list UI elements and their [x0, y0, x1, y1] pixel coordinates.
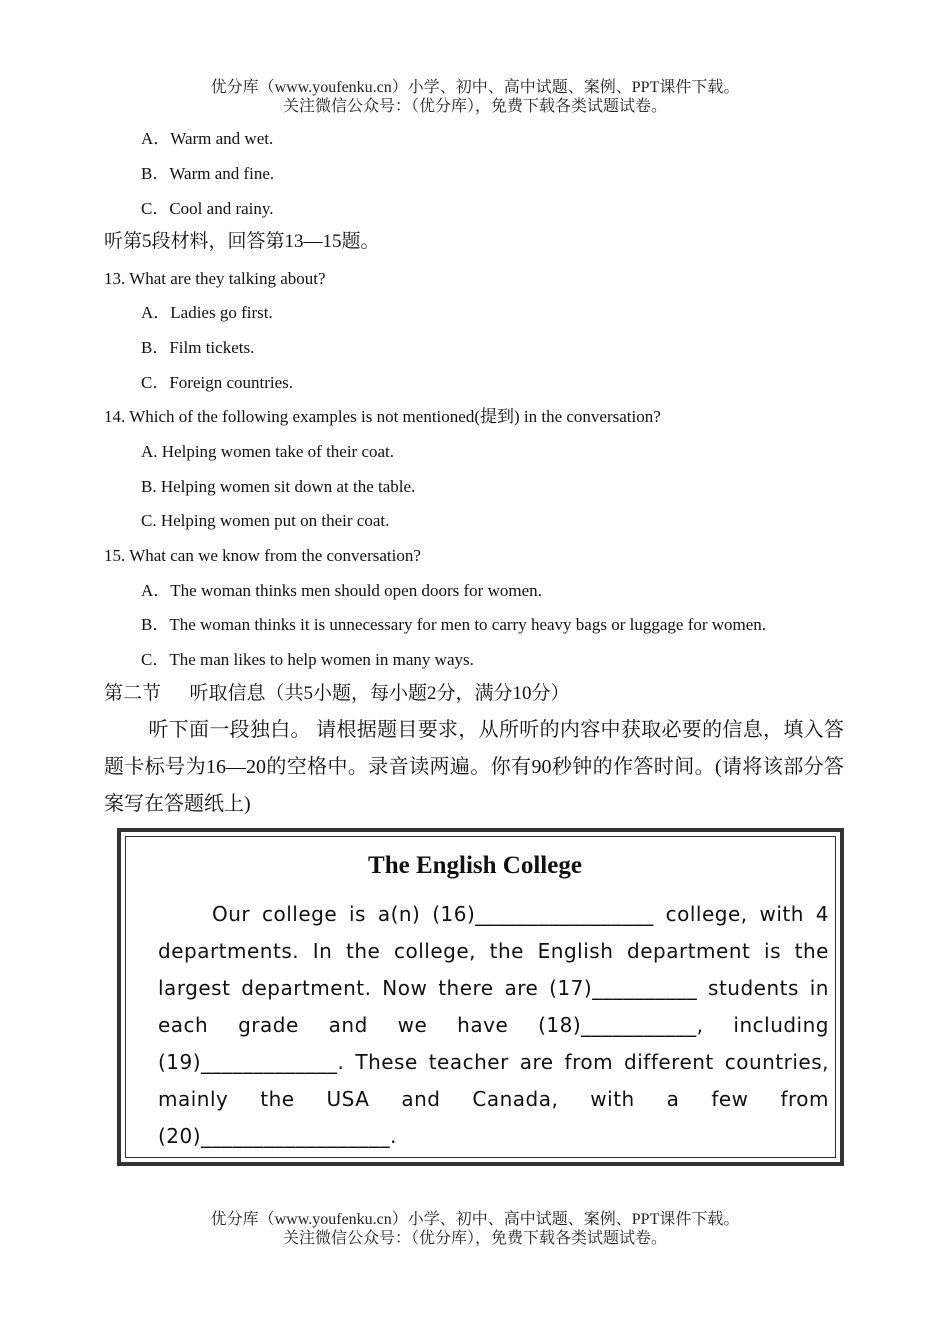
box-title: The English College — [368, 852, 582, 879]
footer-line-2: 关注微信公众号：（优分库），免费下载各类试题试卷。 — [282, 1230, 667, 1247]
q13-option-c: C．Foreign countries. — [141, 373, 294, 392]
q14-question: 14. Which of the following examples is not mentioned(提到) in the conversation? — [104, 407, 661, 426]
q12-option-b: B．Warm and fine. — [141, 164, 275, 183]
q15-option-a: A．The woman thinks men should open doors for women. — [141, 581, 542, 600]
part-2-instruction-text: 听下面一段独白。 请根据题目要求，从所听的内容中获取必要的信息，填入答题卡标号为16—20的空格中。录音读两遍。你有90秒钟的作答时间。(请将该部分答案写在答题纸上) — [104, 719, 844, 815]
q15-question: 15. What can we know from the conversation? — [104, 546, 421, 565]
part-2-heading: 第二节 听取信息（共5小题，每小题2分，满分10分） — [104, 683, 570, 704]
q15-option-c: C．The man likes to help women in many ways. — [141, 650, 474, 669]
part-2-instruction — [104, 712, 844, 823]
q13-option-b: B．Film tickets. — [141, 338, 255, 357]
q14-option-b: B. Helping women sit down at the table. — [141, 477, 416, 496]
page-footer — [0, 1210, 950, 1248]
section-5-heading: 听第5段材料，回答第13—15题。 — [104, 231, 380, 252]
box-passage — [158, 896, 829, 1155]
q12-option-a: A．Warm and wet. — [141, 129, 274, 148]
box-passage-text: Our college is a(n) (16)_________________ college, with 4 departments. In the college, the English department is the largest department. Now there are (17)__________ students in each grade and we have (18)___________, including (19)_____________. These teacher are from different countries, mainly the USA and Canada, with a few from (20)__________________. — [158, 902, 829, 1148]
header-line-1: 优分库（www.youfenku.cn）小学、初中、高中试题、案例、PPT课件下载。 — [210, 79, 740, 96]
q15-option-b: B．The woman thinks it is unnecessary for men to carry heavy bags or luggage for women. — [141, 615, 767, 634]
page-header — [0, 78, 950, 116]
header-line-2: 关注微信公众号：（优分库），免费下载各类试题试卷。 — [282, 98, 667, 115]
q14-option-a: A. Helping women take of their coat. — [141, 442, 395, 461]
q12-option-c: C．Cool and rainy. — [141, 199, 274, 218]
q13-question: 13. What are they talking about? — [104, 269, 326, 288]
footer-line-1: 优分库（www.youfenku.cn）小学、初中、高中试题、案例、PPT课件下载。 — [210, 1211, 740, 1228]
q13-option-a: A．Ladies go first. — [141, 303, 273, 322]
q14-option-c: C. Helping women put on their coat. — [141, 511, 390, 530]
